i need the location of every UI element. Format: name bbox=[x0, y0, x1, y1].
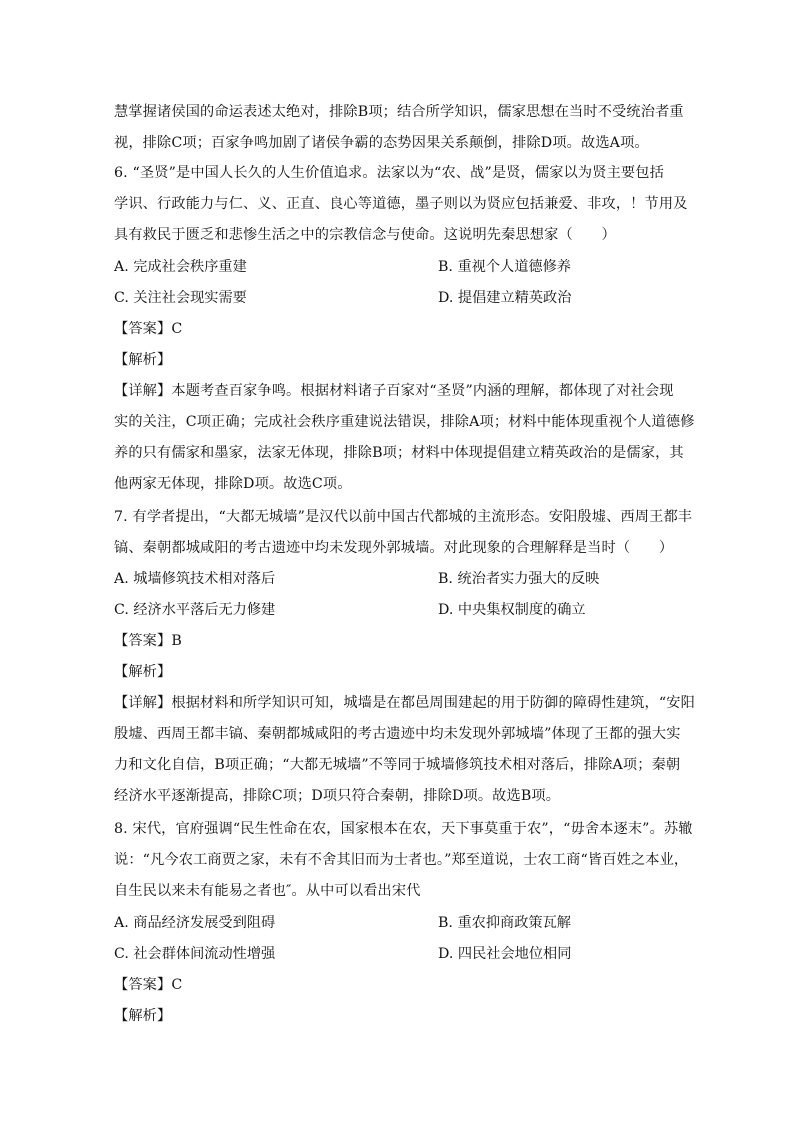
question-7-explanation: 【详解】根据材料和所学知识可知，城墙是在都邑周围建起的用于防御的障碍性建筑，“安阳 bbox=[114, 695, 695, 711]
question-6-option-b: B. 重视个人道德修养 bbox=[438, 259, 571, 275]
question-8-option-c: C. 社会群体间流动性增强 bbox=[114, 946, 276, 962]
question-7-explanation: 经济水平逐渐提高，排除C项；D项只符合秦朝，排除D项。故选B项。 bbox=[114, 788, 561, 804]
text-line: 视，排除C项；百家争鸣加剧了诸侯争霸的态势因果关系颠倒，排除D项。故选A项。 bbox=[114, 135, 649, 151]
question-6-option-d: D. 提倡建立精英政治 bbox=[438, 290, 572, 306]
question-6-explanation: 养的只有儒家和墨家，法家无体现，排除B项；材料中体现提倡建立精英政治的是儒家，其 bbox=[114, 445, 684, 461]
question-6-explanation: 【详解】本题考查百家争鸣。根据材料诸子百家对“圣贤”内涵的理解，都体现了对社会现 bbox=[114, 383, 674, 399]
question-7-stem: 镐、秦朝都城咸阳的考古遗迹中均未发现外郭城墙。对此现象的合理解释是当时（ ） bbox=[114, 540, 674, 556]
question-6-explanation: 他两家无体现，排除D项。故选C项。 bbox=[114, 476, 352, 492]
question-8-option-d: D. 四民社会地位相同 bbox=[438, 946, 572, 962]
question-8-analysis-heading: 【解析】 bbox=[114, 1008, 172, 1024]
text-line: 慧掌握诸侯国的命运表述太绝对，排除B项；结合所学知识，儒家思想在当时不受统治者重 bbox=[114, 104, 684, 120]
question-7-option-b: B. 统治者实力强大的反映 bbox=[438, 571, 600, 587]
question-7-option-c: C. 经济水平落后无力修建 bbox=[114, 602, 276, 618]
question-6-stem: 学识、行政能力与仁、义、正直、良心等道德，墨子则以为贤应包括兼爱、非攻，！节用及 bbox=[114, 196, 688, 212]
question-8-stem: 8. 宋代，官府强调“民生性命在农，国家根本在农，天下事莫重于农”，“毋舍本逐末”。苏辙 bbox=[114, 821, 693, 837]
question-6-stem: 6. “圣贤”是中国人长久的人生价值追求。法家以为“农、战”是贤，儒家以为贤主要包括 bbox=[114, 165, 664, 181]
question-6-option-a: A. 完成社会秩序重建 bbox=[114, 259, 247, 275]
question-7-option-d: D. 中央集权制度的确立 bbox=[438, 602, 586, 618]
question-7-stem: 7. 有学者提出，“大都无城墙”是汉代以前中国古代都城的主流形态。安阳殷墟、西周王都丰 bbox=[114, 509, 693, 525]
question-6-explanation: 实的关注，C项正确；完成社会秩序重建说法错误，排除A项；材料中能体现重视个人道德修 bbox=[114, 414, 695, 430]
question-8-option-a: A. 商品经济发展受到阻碍 bbox=[114, 915, 276, 931]
question-8-option-b: B. 重农抑商政策瓦解 bbox=[438, 915, 571, 931]
question-6-option-c: C. 关注社会现实需要 bbox=[114, 290, 247, 306]
question-7-explanation: 力和文化自信，B项正确；“大都无城墙”不等同于城墙修筑技术相对落后，排除A项；秦朝 bbox=[114, 757, 681, 773]
question-6-answer: 【答案】C bbox=[114, 321, 183, 337]
question-7-option-a: A. 城墙修筑技术相对落后 bbox=[114, 571, 276, 587]
question-6-analysis-heading: 【解析】 bbox=[114, 352, 172, 368]
question-7-analysis-heading: 【解析】 bbox=[114, 664, 172, 680]
question-8-answer: 【答案】C bbox=[114, 977, 183, 993]
question-8-stem: 说：“凡今农工商贾之家，未有不舍其旧而为士者也。”郑至道说，士农工商“皆百姓之本业， bbox=[114, 852, 689, 868]
question-8-stem: 自生民以来未有能易之者也″。从中可以看出宋代 bbox=[114, 883, 421, 899]
question-7-explanation: 殷墟、西周王都丰镐、秦朝都城咸阳的考古遗迹中均未发现外郭城墙”体现了王都的强大实 bbox=[114, 726, 681, 742]
question-6-stem: 具有救民于匮乏和悲惨生活之中的宗教信念与使命。这说明先秦思想家（ ） bbox=[114, 227, 616, 243]
question-7-answer: 【答案】B bbox=[114, 633, 182, 649]
